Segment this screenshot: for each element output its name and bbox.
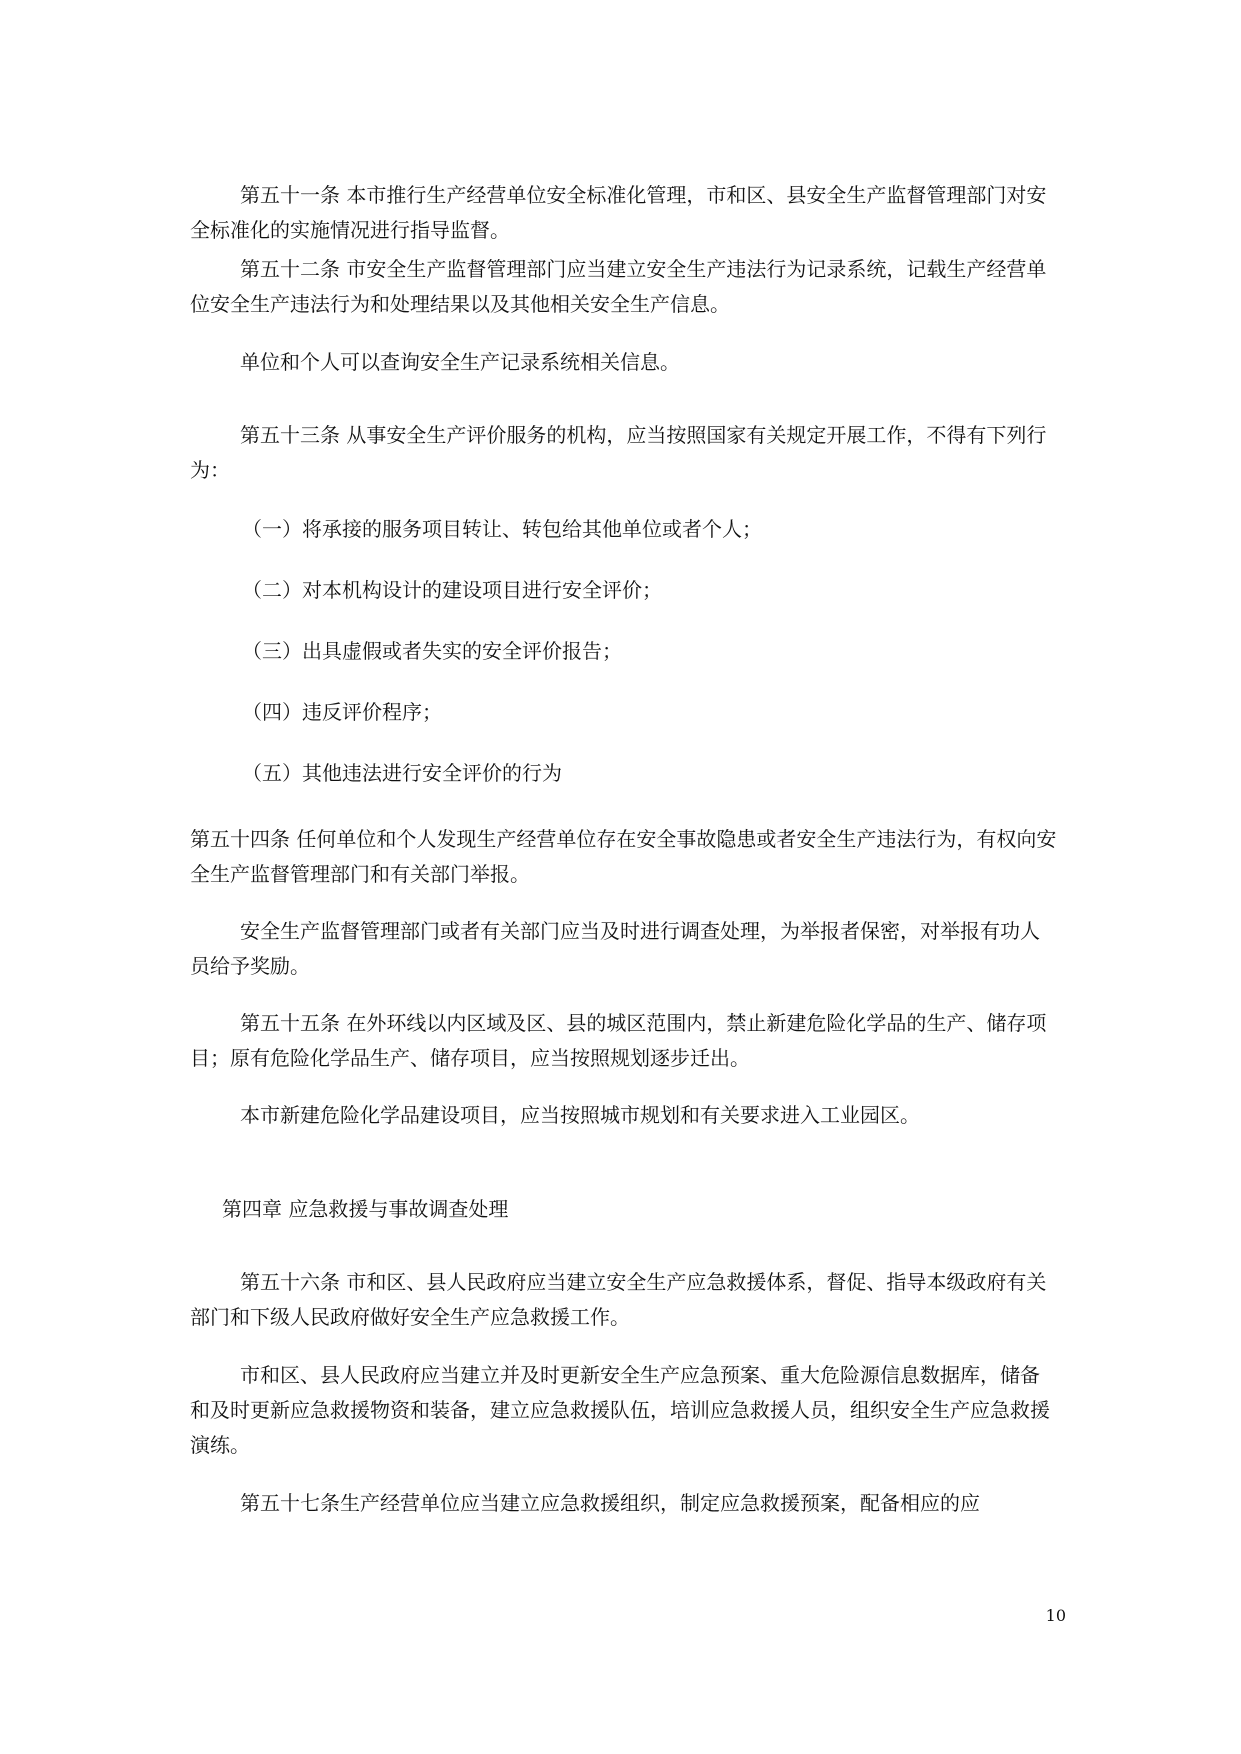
article-52-sub-paragraph: 单位和个人可以查询安全生产记录系统相关信息。 <box>240 350 680 374</box>
chapter-4-heading: 第四章 应急救援与事故调查处理 <box>222 1197 509 1221</box>
article-53-item-4: （四）违反评价程序； <box>242 700 442 724</box>
article-53-item-2: （二）对本机构设计的建设项目进行安全评价； <box>242 578 662 602</box>
article-54-sub-paragraph: 安全生产监督管理部门或者有关部门应当及时进行调查处理，为举报者保密，对举报有功人员给予奖励。 <box>190 919 1040 978</box>
article-57-paragraph: 第五十七条生产经营单位应当建立应急救援组织，制定应急救援预案，配备相应的应 <box>240 1491 980 1515</box>
article-51-paragraph: 第五十一条 本市推行生产经营单位安全标准化管理，市和区、县安全生产监督管理部门对安全标准化的实施情况进行指导监督。 <box>190 183 1047 242</box>
article-53-paragraph: 第五十三条 从事安全生产评价服务的机构，应当按照国家有关规定开展工作，不得有下列行为： <box>190 423 1047 482</box>
article-54-paragraph: 第五十四条 任何单位和个人发现生产经营单位存在安全事故隐患或者安全生产违法行为，有权向安全生产监督管理部门和有关部门举报。 <box>190 827 1057 886</box>
article-56-sub-paragraph: 市和区、县人民政府应当建立并及时更新安全生产应急预案、重大危险源信息数据库，储备和及时更新应急救援物资和装备，建立应急救援队伍，培训应急救援人员，组织安全生产应急救援演练。 <box>190 1363 1050 1457</box>
article-55-paragraph: 第五十五条 在外环线以内区域及区、县的城区范围内，禁止新建危险化学品的生产、储存项目；原有危险化学品生产、储存项目，应当按照规划逐步迁出。 <box>190 1011 1047 1070</box>
page-number: 10 <box>1045 1606 1066 1625</box>
article-53-item-1: （一）将承接的服务项目转让、转包给其他单位或者个人； <box>242 517 762 541</box>
article-55-sub-paragraph: 本市新建危险化学品建设项目，应当按照城市规划和有关要求进入工业园区。 <box>240 1103 920 1127</box>
article-56-paragraph: 第五十六条 市和区、县人民政府应当建立安全生产应急救援体系，督促、指导本级政府有关部门和下级人民政府做好安全生产应急救援工作。 <box>190 1270 1047 1329</box>
article-52-paragraph: 第五十二条 市安全生产监督管理部门应当建立安全生产违法行为记录系统，记载生产经营单位安全生产违法行为和处理结果以及其他相关安全生产信息。 <box>190 257 1047 316</box>
article-53-item-3: （三）出具虚假或者失实的安全评价报告； <box>242 639 622 663</box>
article-53-item-5: （五）其他违法进行安全评价的行为 <box>242 761 562 785</box>
